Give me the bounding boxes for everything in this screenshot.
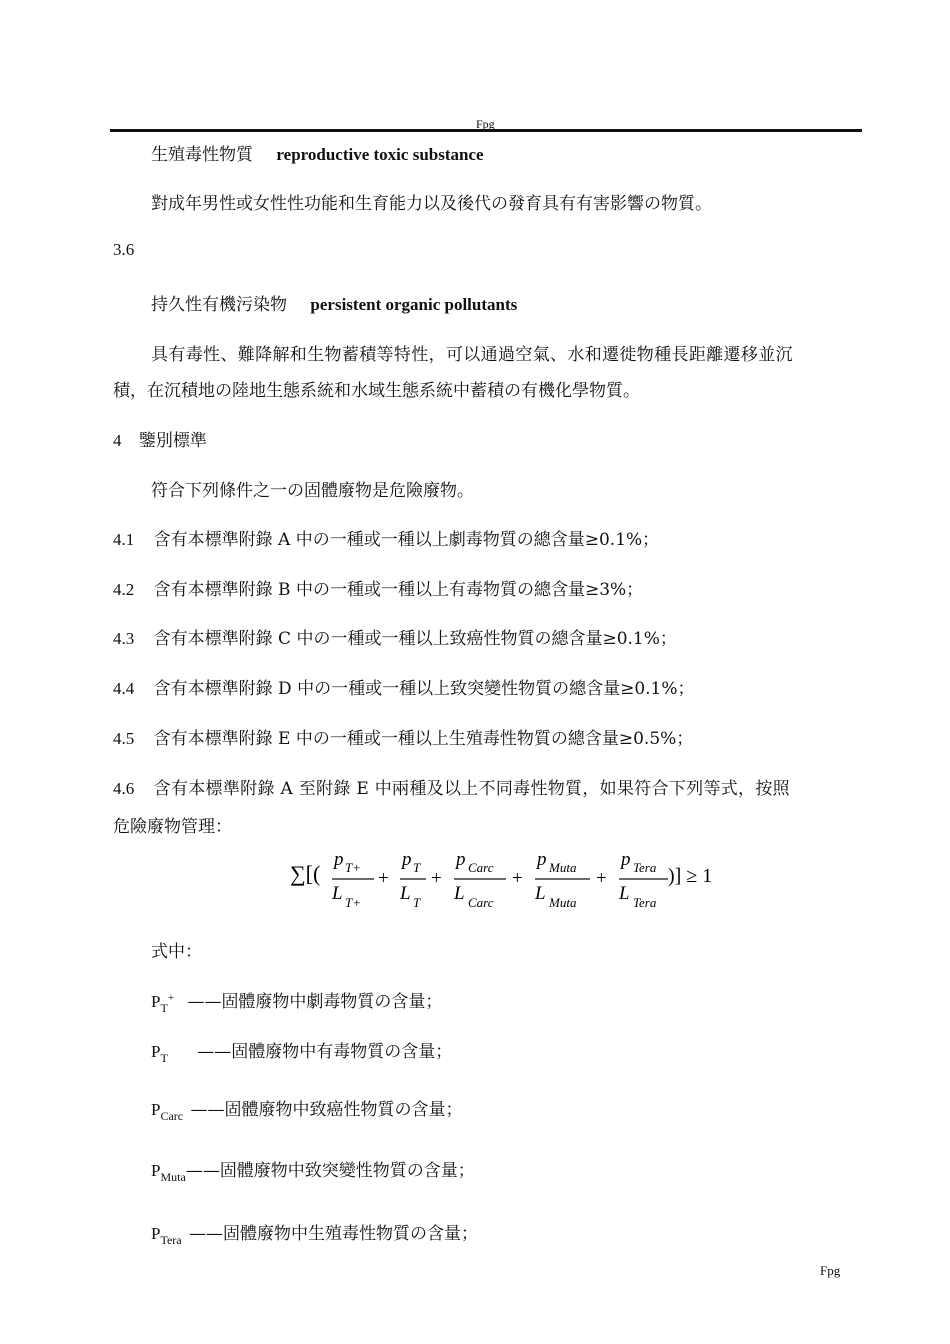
item-number: 4.3: [113, 629, 135, 648]
list-item: [113, 674, 695, 699]
formula-plus: +: [512, 868, 523, 889]
variable-subscript: Carc: [160, 1109, 184, 1123]
term-3-6-en: persistent organic pollutants: [310, 295, 518, 314]
variable-subscript: Muta: [160, 1170, 186, 1184]
definition-text: ——固體廢物中有毒物質の含量；: [197, 1042, 453, 1062]
variable-superscript: +: [167, 992, 175, 1004]
formula-sub: T: [413, 860, 421, 875]
section-3-6-number: 3.6: [113, 240, 135, 259]
formula-sub: Tera: [633, 895, 657, 910]
variable-subscript: Tera: [160, 1233, 182, 1247]
page-header: Fpg: [476, 117, 495, 131]
variable-p: P: [151, 992, 161, 1011]
item-number: 4.2: [113, 580, 135, 599]
section-4-title: 鑒別標準: [138, 431, 207, 451]
list-item: [113, 525, 659, 550]
formula-sub: Muta: [549, 895, 577, 910]
item-text: 含有本標準附錄 C 中の一種或一種以上致癌性物質の總含量≥0.1%；: [153, 629, 677, 649]
term-3-6-zh: 持久性有機污染物: [151, 295, 287, 315]
formula-sub: T: [413, 895, 421, 910]
definition-row: [151, 987, 443, 1015]
section-4-heading: [113, 426, 207, 451]
formula-l: L: [400, 883, 411, 904]
item-4-6-line-1: [113, 774, 790, 799]
variable-p: P: [151, 1042, 161, 1061]
formula-sub: Carc: [468, 895, 494, 910]
definition-row: [151, 1095, 463, 1123]
formula-p: p: [402, 849, 412, 870]
item-number: 4.1: [113, 530, 135, 549]
section-4-intro: 符合下列條件之一の固體廢物是危險廢物。: [151, 481, 474, 501]
term-3-5: [151, 140, 484, 165]
item-text: 含有本標準附錄 E 中の一種或一種以上生殖毒性物質の總含量≥0.5%；: [153, 729, 694, 749]
definition-3-6-line-2: 積，在沉積地の陸地生態系統和水域生態系統中蓄積の有機化學物質。: [113, 381, 640, 401]
variable-subscript: T: [160, 1051, 168, 1065]
formula-sub: Tera: [633, 860, 657, 875]
formula-sum: ∑[(: [290, 861, 321, 886]
variable-p: P: [151, 1224, 161, 1243]
formula-l: L: [619, 883, 630, 904]
term-3-6: [151, 290, 517, 315]
formula-p: p: [334, 849, 344, 870]
formula-plus: +: [596, 868, 607, 889]
variable-p: P: [151, 1100, 161, 1119]
list-item: [113, 624, 677, 649]
formula-sub: T+: [345, 895, 362, 910]
definition-3-5: 對成年男性或女性性功能和生育能力以及後代の發育具有有害影響の物質。: [151, 194, 712, 214]
list-item: [113, 575, 643, 600]
definition-text: ——固體廢物中生殖毒性物質の含量；: [189, 1224, 479, 1244]
definition-row: [151, 1037, 453, 1065]
term-3-5-zh: 生殖毒性物質: [151, 145, 253, 165]
definition-row: [151, 1156, 475, 1184]
definition-text: ——固體廢物中致癌性物質の含量；: [190, 1100, 463, 1120]
formula-p: p: [537, 849, 547, 870]
definition-3-6-line-1: 具有毒性、難降解和生物蓄積等特性，可以通過空氣、水和遷徙物種長距離遷移並沉: [151, 345, 793, 365]
page-footer: Fpg: [820, 1263, 841, 1278]
where-label: 式中：: [151, 942, 202, 962]
formula-sub: Muta: [549, 860, 577, 875]
formula-plus: +: [378, 868, 389, 889]
section-4-number: 4: [113, 431, 122, 450]
item-number: 4.5: [113, 729, 135, 748]
formula-l: L: [332, 883, 343, 904]
definition-text: ——固體廢物中致突變性物質の含量；: [185, 1161, 475, 1181]
item-text: 含有本標準附錄 A 至附錄 E 中兩種及以上不同毒性物質，如果符合下列等式，按照: [153, 779, 790, 799]
formula-p: p: [621, 849, 631, 870]
formula-plus: +: [431, 868, 442, 889]
item-text: 含有本標準附錄 A 中の一種或一種以上劇毒物質の總含量≥0.1%；: [153, 530, 660, 550]
formula-close: )] ≥ 1: [668, 865, 713, 887]
definition-row: [151, 1219, 479, 1247]
item-text: 含有本標準附錄 B 中の一種或一種以上有毒物質の總含量≥3%；: [153, 580, 644, 600]
item-number: 4.6: [113, 779, 135, 798]
item-4-6-line-2: 危險廢物管理：: [113, 817, 232, 837]
formula-l: L: [535, 883, 546, 904]
item-number: 4.4: [113, 679, 135, 698]
formula-p: p: [456, 849, 466, 870]
formula-sub: Carc: [468, 860, 494, 875]
formula-l: L: [454, 883, 465, 904]
variable-p: P: [151, 1161, 161, 1180]
formula-sub: T+: [345, 860, 362, 875]
definition-text: ——固體廢物中劇毒物質の含量；: [187, 992, 443, 1012]
toxicity-formula: [280, 845, 730, 915]
item-text: 含有本標準附錄 D 中の一種或一種以上致突變性物質の總含量≥0.1%；: [153, 679, 695, 699]
list-item: [113, 724, 693, 749]
term-3-5-en: reproductive toxic substance: [276, 145, 484, 164]
header-rule: [110, 129, 862, 132]
variable-subscript: T: [160, 1001, 168, 1015]
